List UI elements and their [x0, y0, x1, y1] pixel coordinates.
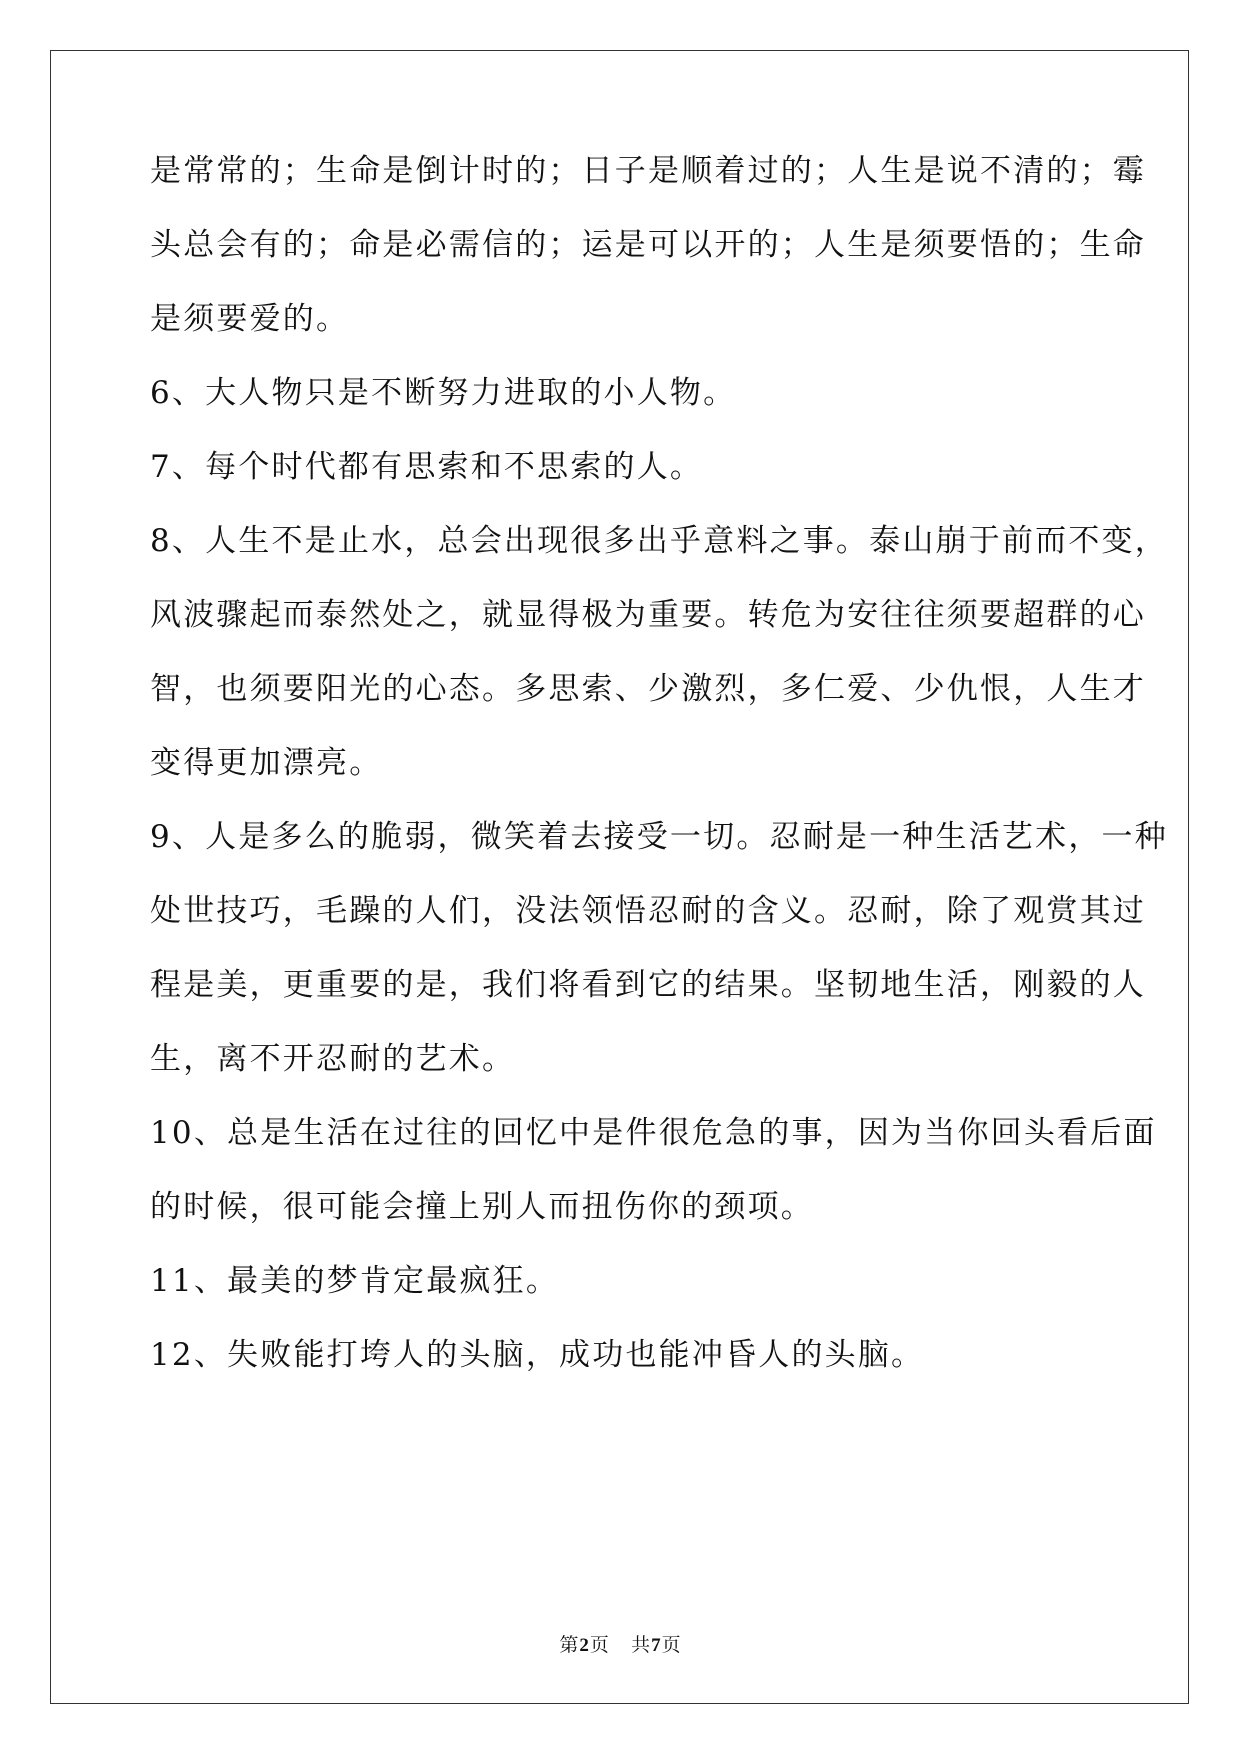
- text-line: 智，也须要阳光的心态。多思索、少激烈，多仁爱、少仇恨，人生才: [150, 671, 1146, 707]
- page-footer: [0, 1630, 1241, 1657]
- text-line: 是常常的；生命是倒计时的；日子是顺着过的；人生是说不清的；霉: [150, 153, 1146, 189]
- text-line: 9、人是多么的脆弱，微笑着去接受一切。忍耐是一种生活艺术，一种: [150, 819, 1168, 855]
- text-line: 12、失败能打垮人的头脑，成功也能冲昏人的头脑。: [150, 1337, 925, 1373]
- page-number: 2: [579, 1635, 590, 1656]
- page-border: [50, 50, 1189, 1704]
- text-line: 7、每个时代都有思索和不思索的人。: [150, 449, 704, 485]
- page-prefix: 第: [559, 1634, 580, 1656]
- text-line: 6、大人物只是不断努力进取的小人物。: [150, 375, 737, 411]
- text-line: 处世技巧，毛躁的人们，没法领悟忍耐的含义。忍耐，除了观赏其过: [150, 893, 1146, 929]
- text-line: 变得更加漂亮。: [150, 745, 383, 781]
- text-line: 程是美，更重要的是，我们将看到它的结果。坚韧地生活，刚毅的人: [150, 967, 1146, 1003]
- text-line: 生，离不开忍耐的艺术。: [150, 1041, 516, 1077]
- text-line: 是须要爱的。: [150, 301, 350, 337]
- text-line: 风波骤起而泰然处之，就显得极为重要。转危为安往往须要超群的心: [150, 597, 1146, 633]
- text-line: 11、最美的梦肯定最疯狂。: [150, 1263, 560, 1299]
- text-line: 头总会有的；命是必需信的；运是可以开的；人生是须要悟的；生命: [150, 227, 1146, 263]
- total-prefix: 共: [631, 1634, 652, 1656]
- total-suffix: 页: [661, 1634, 682, 1656]
- total-pages: 7: [651, 1635, 662, 1656]
- page-suffix: 页: [589, 1634, 610, 1656]
- text-line: 的时候，很可能会撞上别人而扭伤你的颈项。: [150, 1189, 814, 1225]
- text-line: 10、总是生活在过往的回忆中是件很危急的事，因为当你回头看后面: [150, 1115, 1157, 1151]
- text-line: 8、人生不是止水，总会出现很多出乎意料之事。泰山崩于前而不变，: [150, 523, 1168, 559]
